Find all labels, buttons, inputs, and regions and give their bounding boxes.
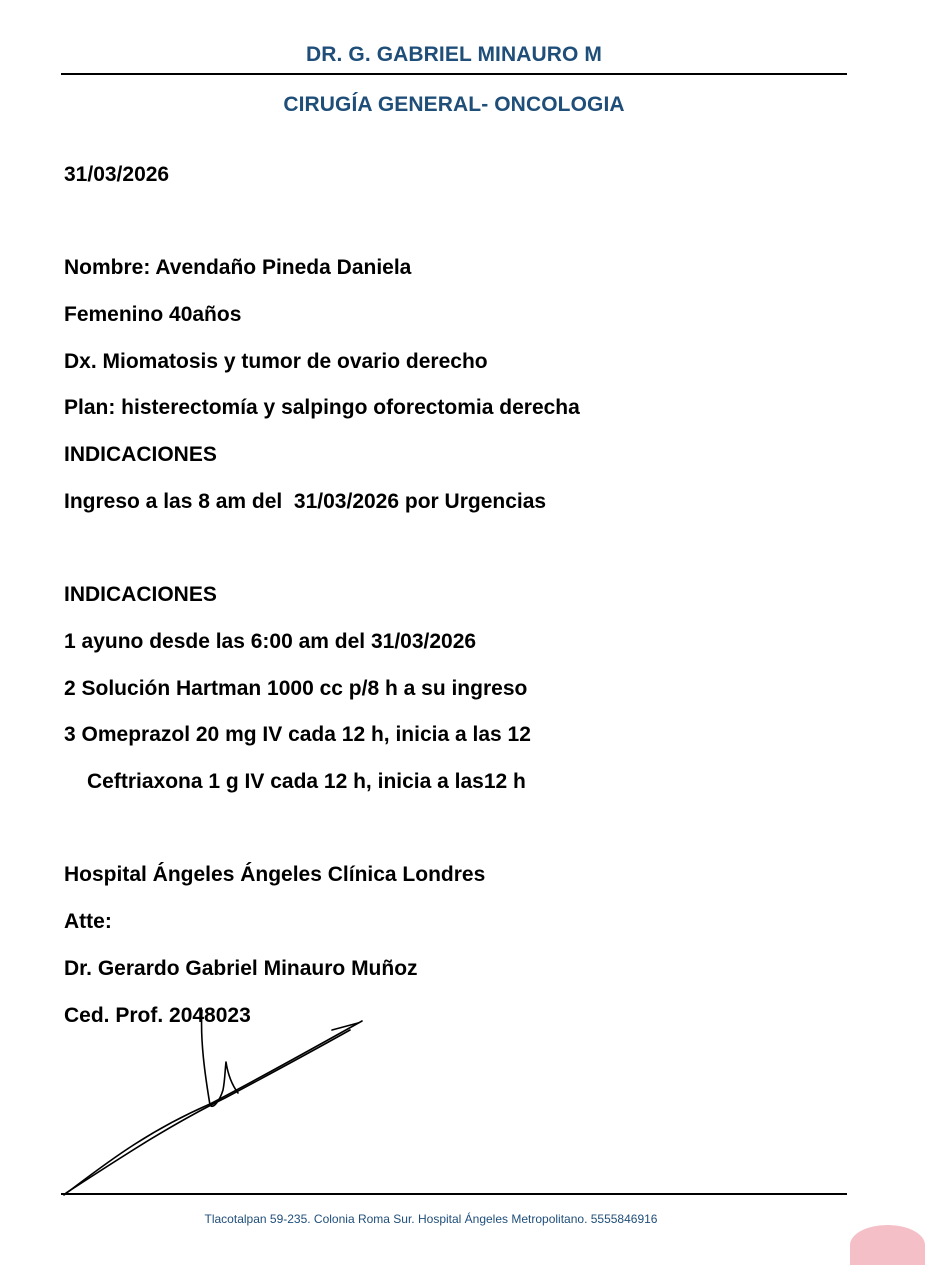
treatment-plan: Plan: histerectomía y salpingo oforectomia derecha	[64, 396, 580, 419]
order-item: 2 Solución Hartman 1000 cc p/8 h a su ingreso	[64, 677, 528, 700]
footer-address: Tlacotalpan 59-235. Colonia Roma Sur. Hospital Ángeles Metropolitano. 5555846916	[204, 1212, 658, 1226]
order-item: 1 ayuno desde las 6:00 am del 31/03/2026	[64, 630, 477, 653]
doctor-full-name: Dr. Gerardo Gabriel Minauro Muñoz	[64, 957, 418, 980]
admission-heading: INDICACIONES	[64, 443, 217, 466]
document-date: 31/03/2026	[64, 163, 170, 186]
stamp-mark	[850, 1225, 925, 1265]
doctor-specialty: CIRUGÍA GENERAL- ONCOLOGIA	[283, 93, 625, 116]
doctor-header-name: DR. G. GABRIEL MINAURO M	[305, 43, 602, 66]
patient-diagnosis: Dx. Miomatosis y tumor de ovario derecho	[64, 350, 488, 373]
patient-name: Nombre: Avendaño Pineda Daniela	[64, 256, 412, 279]
order-item: Ceftriaxona 1 g IV cada 12 h, inicia a las12 h	[87, 770, 526, 793]
order-item: 3 Omeprazol 20 mg IV cada 12 h, inicia a las 12	[64, 723, 531, 746]
admission-text: Ingreso a las 8 am del 31/03/2026 por Urgencias	[64, 490, 547, 513]
atte-label: Atte:	[64, 910, 112, 933]
hospital-name: Hospital Ángeles Ángeles Clínica Londres	[64, 863, 486, 886]
orders-heading: INDICACIONES	[64, 583, 217, 606]
professional-license: Ced. Prof. 2048023	[64, 1004, 251, 1027]
footer-divider	[61, 1193, 847, 1195]
patient-sex-age: Femenino 40años	[64, 303, 242, 326]
